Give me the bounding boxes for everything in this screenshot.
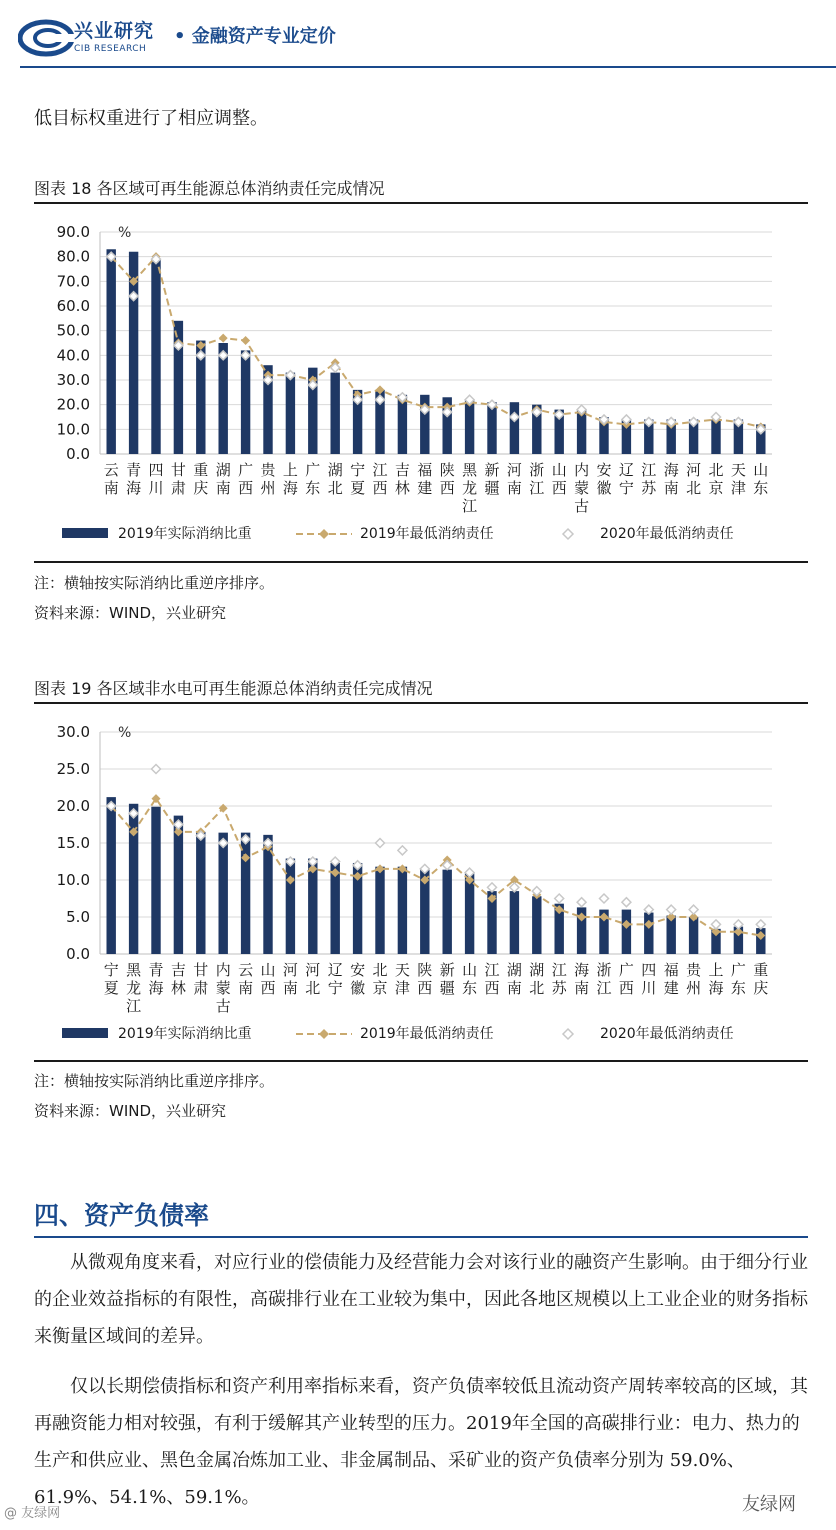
scatter-point xyxy=(555,894,564,903)
x-tick-label: 江 xyxy=(462,497,478,515)
x-tick-label: 陕 xyxy=(439,461,455,479)
bar xyxy=(532,896,541,954)
bar xyxy=(151,259,160,454)
section-heading: 四、资产负债率 xyxy=(34,1201,210,1230)
x-tick-label: 疆 xyxy=(484,479,500,497)
x-tick-label: 黑 xyxy=(126,961,142,979)
x-tick-label: 北 xyxy=(305,979,321,997)
x-tick-label: 湖 xyxy=(506,961,522,979)
x-tick-label: 安 xyxy=(596,461,612,479)
bar xyxy=(465,873,474,954)
x-tick-label: 龙 xyxy=(126,979,142,997)
x-tick-label: 山 xyxy=(753,461,769,479)
x-tick-label: 北 xyxy=(708,461,724,479)
x-tick-label: 湖 xyxy=(529,961,545,979)
y-tick-label: 30.0 xyxy=(56,723,90,741)
brand-name-en: CIB RESEARCH xyxy=(74,44,147,54)
figure-18-bottom-rule xyxy=(34,561,808,563)
x-tick-label: 福 xyxy=(417,461,433,479)
x-tick-label: 上 xyxy=(282,461,298,479)
x-tick-label: 内 xyxy=(574,461,590,479)
x-tick-label: 广 xyxy=(305,461,321,479)
x-tick-label: 南 xyxy=(103,479,119,497)
figure-19-source: 资料来源：WIND，兴业研究 xyxy=(34,1102,227,1120)
header-divider xyxy=(20,66,836,68)
x-tick-label: 古 xyxy=(574,497,590,515)
bar xyxy=(644,913,653,954)
unit-label: % xyxy=(118,225,132,241)
x-tick-label: 西 xyxy=(238,479,254,497)
x-tick-label: 川 xyxy=(641,979,657,997)
x-tick-label: 西 xyxy=(417,979,433,997)
x-tick-label: 南 xyxy=(506,979,522,997)
x-tick-label: 西 xyxy=(439,479,455,497)
x-tick-label: 福 xyxy=(663,961,679,979)
x-tick-label: 宁 xyxy=(618,479,634,497)
y-tick-label: 70.0 xyxy=(56,272,90,291)
header-title: • 金融资产专业定价 xyxy=(174,26,336,47)
figure-18-source: 资料来源：WIND，兴业研究 xyxy=(34,604,227,622)
x-tick-label: 海 xyxy=(148,979,164,997)
legend-swatch-bar xyxy=(62,528,108,538)
y-tick-label: 0.0 xyxy=(66,945,90,963)
x-tick-label: 津 xyxy=(730,479,746,497)
x-tick-label: 徽 xyxy=(350,979,366,997)
legend-label: 2020年最低消纳责任 xyxy=(600,1026,734,1042)
x-tick-label: 建 xyxy=(663,979,679,997)
line-point xyxy=(241,336,250,345)
bar xyxy=(622,910,631,954)
section-divider xyxy=(34,1236,808,1238)
x-tick-label: 东 xyxy=(305,479,321,497)
scatter-point xyxy=(376,839,385,848)
unit-label: % xyxy=(118,725,132,741)
x-tick-label: 贵 xyxy=(686,961,702,979)
figure-18-top-rule xyxy=(34,202,808,204)
x-tick-label: 南 xyxy=(238,979,254,997)
x-tick-label: 肃 xyxy=(170,479,186,497)
x-tick-label: 苏 xyxy=(641,479,657,497)
y-tick-label: 40.0 xyxy=(56,346,90,365)
x-tick-label: 州 xyxy=(686,979,702,997)
x-tick-label: 江 xyxy=(596,979,612,997)
x-tick-label: 广 xyxy=(238,461,254,479)
brand-block xyxy=(74,16,154,54)
bar xyxy=(510,402,519,454)
legend-swatch-marker xyxy=(319,529,329,539)
x-tick-label: 青 xyxy=(148,961,164,979)
x-tick-label: 吉 xyxy=(170,961,186,979)
series-line xyxy=(111,257,761,427)
bar xyxy=(689,917,698,954)
x-tick-label: 辽 xyxy=(618,461,634,479)
x-tick-label: 重 xyxy=(753,961,769,979)
x-tick-label: 京 xyxy=(708,479,724,497)
x-tick-label: 海 xyxy=(663,461,679,479)
x-tick-label: 庆 xyxy=(753,979,769,997)
x-tick-label: 古 xyxy=(215,997,231,1015)
figure-19-bottom-rule xyxy=(34,1060,808,1062)
bar xyxy=(106,249,115,454)
x-tick-label: 北 xyxy=(529,979,545,997)
series-line xyxy=(111,799,761,936)
x-tick-label: 江 xyxy=(551,961,567,979)
y-tick-label: 90.0 xyxy=(56,223,90,241)
legend-swatch-marker xyxy=(319,1029,329,1039)
legend-swatch-scatter xyxy=(563,529,573,539)
bar xyxy=(151,807,160,954)
x-tick-label: 河 xyxy=(686,461,702,479)
y-tick-label: 20.0 xyxy=(56,395,90,414)
x-tick-label: 东 xyxy=(730,979,746,997)
x-tick-label: 上 xyxy=(708,961,724,979)
bar xyxy=(196,832,205,954)
figure-18-note: 注：横轴按实际消纳比重逆序排序。 xyxy=(34,574,275,592)
x-tick-label: 海 xyxy=(126,479,142,497)
x-tick-label: 徽 xyxy=(596,479,612,497)
x-tick-label: 南 xyxy=(574,979,590,997)
x-tick-label: 川 xyxy=(148,479,164,497)
x-tick-label: 海 xyxy=(574,961,590,979)
x-tick-label: 河 xyxy=(506,461,522,479)
x-tick-label: 京 xyxy=(372,979,388,997)
scatter-point xyxy=(689,905,698,914)
bar xyxy=(465,400,474,454)
x-tick-label: 州 xyxy=(260,479,276,497)
figure-18-title: 图表 18 各区域可再生能源总体消纳责任完成情况 xyxy=(34,179,385,198)
figure-19-chart xyxy=(34,712,808,1056)
x-tick-label: 龙 xyxy=(462,479,478,497)
bar xyxy=(106,797,115,954)
x-tick-label: 河 xyxy=(305,961,321,979)
x-tick-label: 宁 xyxy=(103,961,119,979)
bar xyxy=(218,833,227,954)
x-tick-label: 南 xyxy=(282,979,298,997)
x-tick-label: 新 xyxy=(484,461,500,479)
x-tick-label: 黑 xyxy=(462,461,478,479)
bar xyxy=(286,373,295,454)
brand-name: 兴业研究 xyxy=(74,20,155,42)
scatter-point xyxy=(712,920,721,929)
x-tick-label: 林 xyxy=(394,479,410,497)
scatter-point xyxy=(667,905,676,914)
x-tick-label: 西 xyxy=(484,979,500,997)
paragraph: 从微观角度来看，对应行业的偿债能力及经营能力会对该行业的融资产生影响。由于细分行业的企业效益指标的有限性，高碳排行业在工业较为集中，因此各地区规模以上工业企业的财务指标来衡量区域间的差异。 xyxy=(34,1252,808,1347)
paragraph: 仅以长期偿债指标和资产利用率指标来看，资产负债率较低且流动资产周转率较高的区域，其再融资能力相对较强，有利于缓解其产业转型的压力。2019年全国的高碳排行业：电力、热力的生产和供应业、黑色金属冶炼加工业、非金属制品、采矿业的资产负债率分别为 59.0%、61.9%、54.1%、59.1%。 xyxy=(34,1376,808,1508)
x-tick-label: 重 xyxy=(193,461,209,479)
legend-swatch-scatter xyxy=(563,1029,573,1039)
x-tick-label: 北 xyxy=(372,961,388,979)
y-tick-label: 50.0 xyxy=(56,321,90,340)
y-tick-label: 25.0 xyxy=(56,760,90,778)
x-tick-label: 广 xyxy=(730,961,746,979)
y-tick-label: 20.0 xyxy=(56,797,90,815)
y-tick-label: 10.0 xyxy=(56,871,90,889)
scatter-point xyxy=(488,883,497,892)
y-tick-label: 15.0 xyxy=(56,834,90,852)
scatter-point xyxy=(510,883,519,892)
figure-18-chart xyxy=(34,212,808,556)
figure-19-title: 图表 19 各区域非水电可再生能源总体消纳责任完成情况 xyxy=(34,679,433,698)
x-tick-label: 江 xyxy=(372,461,388,479)
x-tick-label: 蒙 xyxy=(574,479,590,497)
x-tick-label: 海 xyxy=(282,479,298,497)
x-tick-label: 西 xyxy=(372,479,388,497)
x-tick-label: 疆 xyxy=(439,979,455,997)
x-tick-label: 夏 xyxy=(350,479,366,497)
bar xyxy=(711,419,720,454)
intro-text: 低目标权重进行了相应调整。 xyxy=(34,108,268,129)
cib-logo-icon xyxy=(18,18,78,58)
x-tick-label: 东 xyxy=(462,979,478,997)
x-tick-label: 北 xyxy=(327,479,343,497)
x-tick-label: 新 xyxy=(439,961,455,979)
x-tick-label: 四 xyxy=(148,461,164,479)
x-tick-label: 肃 xyxy=(193,979,209,997)
figure-19-top-rule xyxy=(34,702,808,704)
bar xyxy=(510,891,519,954)
x-tick-label: 甘 xyxy=(193,961,209,979)
bar xyxy=(241,833,250,954)
x-tick-label: 湖 xyxy=(327,461,343,479)
y-tick-label: 30.0 xyxy=(56,371,90,389)
x-tick-label: 浙 xyxy=(596,961,612,979)
bar xyxy=(375,867,384,954)
x-tick-label: 西 xyxy=(551,479,567,497)
bar xyxy=(442,870,451,954)
x-tick-label: 广 xyxy=(618,961,634,979)
x-tick-label: 云 xyxy=(103,461,119,479)
x-tick-label: 南 xyxy=(663,479,679,497)
x-tick-label: 江 xyxy=(641,461,657,479)
x-tick-label: 贵 xyxy=(260,461,276,479)
y-tick-label: 0.0 xyxy=(66,445,90,463)
x-tick-label: 庆 xyxy=(193,479,209,497)
watermark-left: @ 友绿网 xyxy=(4,1506,61,1521)
x-tick-label: 安 xyxy=(350,961,366,979)
x-tick-label: 林 xyxy=(170,979,186,997)
x-tick-label: 陕 xyxy=(417,961,433,979)
x-tick-label: 津 xyxy=(394,979,410,997)
x-tick-label: 河 xyxy=(282,961,298,979)
legend-swatch-bar xyxy=(62,1028,108,1038)
scatter-point xyxy=(398,846,407,855)
scatter-point xyxy=(577,898,586,907)
scatter-point xyxy=(152,765,161,774)
x-tick-label: 云 xyxy=(238,961,254,979)
x-tick-label: 山 xyxy=(462,961,478,979)
page-header xyxy=(0,0,836,68)
x-tick-label: 南 xyxy=(215,479,231,497)
x-tick-label: 天 xyxy=(730,461,746,479)
scatter-point xyxy=(622,898,631,907)
x-tick-label: 山 xyxy=(551,461,567,479)
x-tick-label: 宁 xyxy=(350,461,366,479)
x-tick-label: 宁 xyxy=(327,979,343,997)
y-tick-label: 80.0 xyxy=(56,247,90,266)
x-tick-label: 建 xyxy=(417,479,433,497)
x-tick-label: 甘 xyxy=(170,461,186,479)
x-tick-label: 江 xyxy=(484,961,500,979)
legend-label: 2019年实际消纳比重 xyxy=(118,526,252,542)
x-tick-label: 海 xyxy=(708,979,724,997)
x-tick-label: 内 xyxy=(215,961,231,979)
legend-label: 2019年最低消纳责任 xyxy=(360,526,494,542)
x-tick-label: 南 xyxy=(506,479,522,497)
y-tick-label: 60.0 xyxy=(56,297,90,315)
bar xyxy=(129,804,138,954)
x-tick-label: 四 xyxy=(641,961,657,979)
x-tick-label: 蒙 xyxy=(215,979,231,997)
x-tick-label: 浙 xyxy=(529,461,545,479)
x-tick-label: 江 xyxy=(126,997,142,1015)
x-tick-label: 夏 xyxy=(103,979,119,997)
figure-19-note: 注：横轴按实际消纳比重逆序排序。 xyxy=(34,1072,275,1090)
scatter-point xyxy=(600,894,609,903)
bar xyxy=(286,859,295,954)
legend-label: 2020年最低消纳责任 xyxy=(600,526,734,542)
line-point xyxy=(219,334,228,343)
scatter-point xyxy=(756,920,765,929)
x-tick-label: 吉 xyxy=(394,461,410,479)
x-tick-label: 东 xyxy=(753,479,769,497)
y-tick-label: 10.0 xyxy=(56,420,90,439)
x-tick-label: 天 xyxy=(394,961,410,979)
legend-label: 2019年最低消纳责任 xyxy=(360,1026,494,1042)
x-tick-label: 江 xyxy=(529,479,545,497)
x-tick-label: 辽 xyxy=(327,961,343,979)
x-tick-label: 山 xyxy=(260,961,276,979)
x-tick-label: 青 xyxy=(126,461,142,479)
bar xyxy=(398,867,407,954)
legend-label: 2019年实际消纳比重 xyxy=(118,1026,252,1042)
watermark-right: 友绿网 xyxy=(742,1494,796,1515)
x-tick-label: 湖 xyxy=(215,461,231,479)
x-tick-label: 苏 xyxy=(551,979,567,997)
bar xyxy=(330,373,339,454)
x-tick-label: 北 xyxy=(686,479,702,497)
bar xyxy=(241,350,250,454)
x-tick-label: 西 xyxy=(260,979,276,997)
x-tick-label: 西 xyxy=(618,979,634,997)
y-tick-label: 5.0 xyxy=(66,908,90,926)
